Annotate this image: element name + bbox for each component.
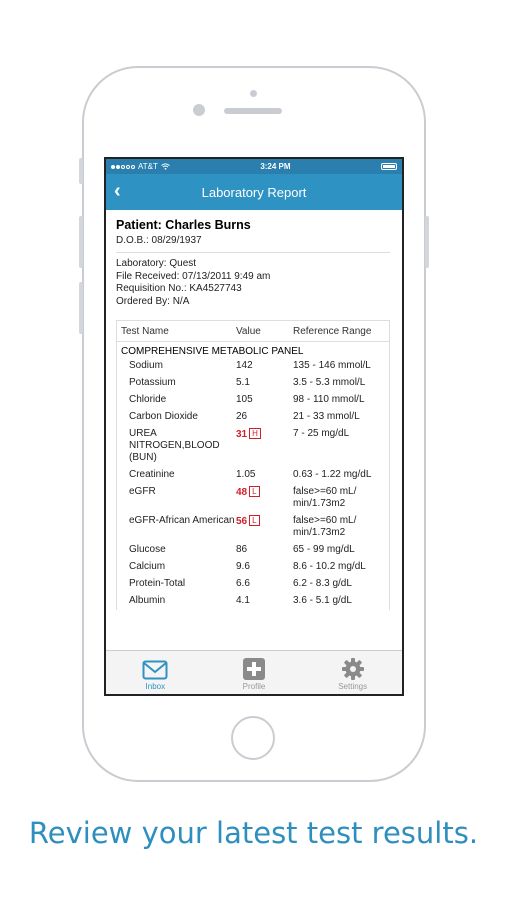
reference-range: 7 - 25 mg/dL: [293, 428, 350, 439]
signal-strength-icon: [111, 165, 135, 169]
test-value-cell: [236, 486, 293, 510]
reference-range: 135 - 146 mmol/L: [293, 360, 371, 371]
abnormal-flag-badge: L: [249, 515, 259, 526]
table-row: [117, 358, 389, 375]
requisition-label: Requisition No.: KA4527743: [116, 283, 242, 294]
test-name: UREA NITROGEN,BLOOD (BUN): [129, 428, 220, 463]
test-name: Potassium: [129, 377, 176, 388]
header-test-name: Test Name: [121, 325, 169, 337]
table-header: [117, 321, 389, 342]
table-row: [117, 409, 389, 426]
test-value: 9.6: [236, 561, 250, 572]
test-value: 6.6: [236, 578, 250, 589]
test-name: Chloride: [129, 394, 167, 405]
reference-range: false>=60 mL/ min/1.73m2: [293, 486, 357, 509]
table-row: [117, 593, 389, 610]
reference-range: 3.5 - 5.3 mmol/L: [293, 377, 366, 388]
table-row: [117, 467, 389, 484]
front-sensor: [250, 90, 257, 97]
nav-bar: [106, 174, 402, 210]
test-value-cell: [236, 578, 293, 590]
phone-screen: [104, 157, 404, 696]
panel-section-title: COMPREHENSIVE METABOLIC PANEL: [121, 346, 304, 357]
mute-switch: [79, 158, 83, 184]
table-row: [117, 392, 389, 409]
volume-up-button: [79, 216, 83, 268]
patient-name: Patient: Charles Burns: [116, 218, 251, 232]
volume-down-button: [79, 282, 83, 334]
test-value: 48: [236, 487, 248, 498]
test-value-cell: [236, 561, 293, 573]
table-row: [117, 513, 389, 542]
abnormal-flag-badge: H: [249, 428, 261, 439]
reference-range: 8.6 - 10.2 mg/dL: [293, 561, 366, 572]
reference-range: 65 - 99 mg/dL: [293, 544, 355, 555]
medical-cross-icon: [243, 658, 265, 680]
header-reference-range: Reference Range: [293, 325, 372, 337]
test-name: Protein-Total: [129, 578, 186, 589]
test-name: Carbon Dioxide: [129, 411, 198, 422]
test-value-cell: [236, 595, 293, 607]
test-name: Sodium: [129, 360, 163, 371]
test-value-cell: [236, 515, 293, 539]
test-name: Albumin: [129, 595, 166, 606]
test-value: 105: [236, 394, 253, 405]
test-name: Calcium: [129, 561, 166, 572]
test-value-cell: [236, 377, 293, 389]
marketing-caption: Review your latest test results.: [28, 816, 479, 850]
test-value-cell: [236, 394, 293, 406]
back-button[interactable]: ‹: [114, 180, 121, 202]
tab-inbox-label: Inbox: [145, 682, 166, 691]
status-bar: [106, 159, 402, 174]
header-value: Value: [236, 325, 261, 337]
tab-profile[interactable]: [205, 651, 304, 694]
earpiece-speaker: [224, 108, 282, 114]
table-row: [117, 484, 389, 513]
test-name: eGFR-African American: [129, 515, 235, 526]
table-rows: [117, 358, 389, 610]
reference-range: 3.6 - 5.1 g/dL: [293, 595, 352, 606]
home-button[interactable]: [231, 716, 275, 760]
report-meta: [116, 258, 390, 308]
test-value: 142: [236, 360, 253, 371]
front-camera: [193, 104, 205, 116]
reference-range: 21 - 33 mmol/L: [293, 411, 360, 422]
power-button: [425, 216, 429, 268]
battery-icon: [381, 163, 397, 170]
table-row: [117, 576, 389, 593]
reference-range: 0.63 - 1.22 mg/dL: [293, 469, 372, 480]
results-table: [116, 320, 390, 610]
divider: [116, 252, 390, 253]
file-received-label: File Received: 07/13/2011 9:49 am: [116, 270, 271, 282]
wifi-icon: [161, 163, 170, 170]
reference-range: 98 - 110 mmol/L: [293, 394, 365, 405]
table-row: [117, 559, 389, 576]
test-value-cell: [236, 411, 293, 423]
table-row: [117, 375, 389, 392]
test-value: 1.05: [236, 469, 256, 480]
test-name: Creatinine: [129, 469, 175, 480]
tab-profile-label: Profile: [242, 682, 266, 691]
tab-bar: [106, 650, 402, 694]
abnormal-flag-badge: L: [249, 486, 259, 497]
test-value-cell: [236, 360, 293, 372]
test-value: 56: [236, 516, 248, 527]
nav-title: Laboratory Report: [201, 184, 307, 200]
table-row: [117, 542, 389, 559]
ordered-by-label: Ordered By: N/A: [116, 295, 190, 307]
report-content: [106, 210, 402, 610]
tab-inbox[interactable]: [106, 651, 205, 694]
test-value: 86: [236, 544, 248, 555]
carrier-label: AT&T: [138, 162, 158, 171]
patient-dob: D.O.B.: 08/29/1937: [116, 235, 202, 246]
test-value-cell: [236, 469, 293, 481]
tab-settings[interactable]: [303, 651, 402, 694]
laboratory-label: Laboratory: Quest: [116, 258, 197, 269]
test-value-cell: [236, 428, 293, 464]
envelope-icon: [142, 660, 168, 680]
table-row: [117, 426, 389, 467]
test-value: 31: [236, 429, 248, 440]
test-value: 5.1: [236, 377, 250, 388]
tab-settings-label: Settings: [338, 682, 368, 691]
reference-range: 6.2 - 8.3 g/dL: [293, 578, 352, 589]
reference-range: false>=60 mL/ min/1.73m2: [293, 515, 357, 538]
test-value-cell: [236, 544, 293, 556]
test-name: eGFR: [129, 486, 156, 497]
test-value: 26: [236, 411, 248, 422]
status-time: 3:24 PM: [260, 162, 291, 171]
gear-icon: [342, 658, 364, 680]
test-value: 4.1: [236, 595, 250, 606]
test-name: Glucose: [129, 544, 166, 555]
